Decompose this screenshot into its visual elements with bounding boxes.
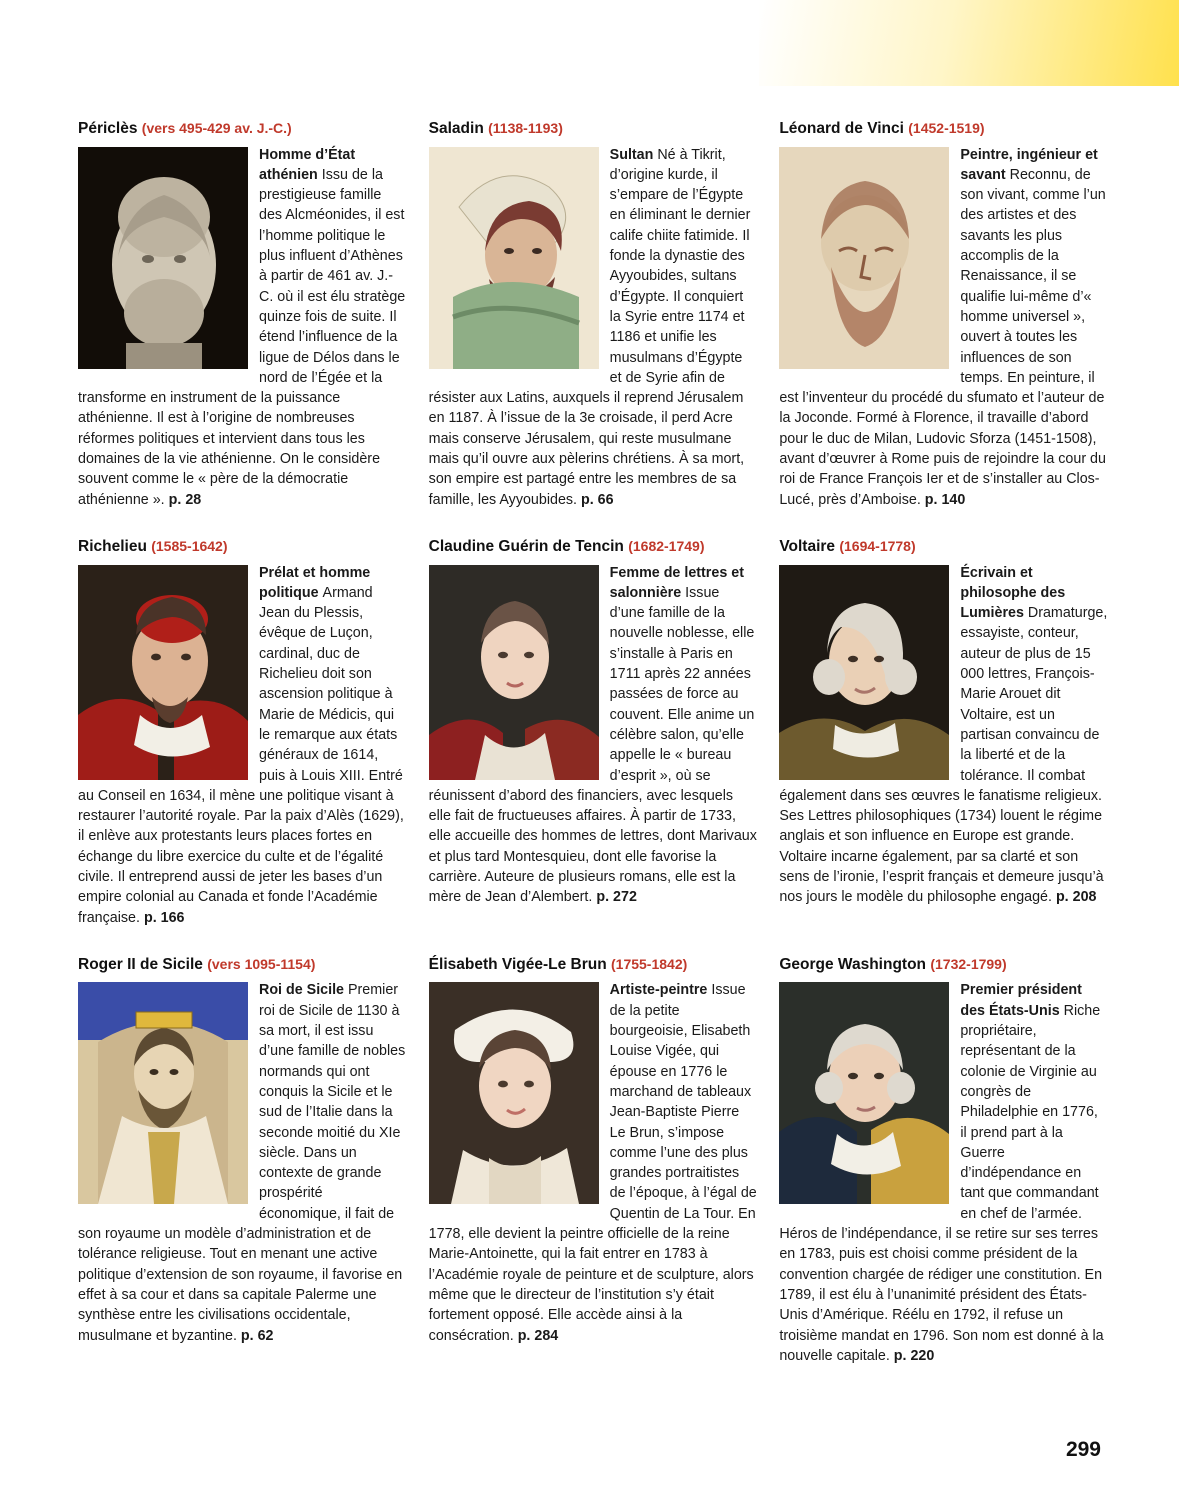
entry-dates: (1138-1193)	[488, 120, 563, 136]
entry-heading	[78, 120, 407, 139]
portrait-of-saladin-image	[429, 147, 599, 369]
entry-text: Issue de la petite bourgeoisie, Elisabeth Louise Vigée, qui épouse en 1776 le marchand de tableaux Jean-Baptiste Pierre Le Brun, s’impose comme l’une des plus grandes portraitistes de l’époque, à l’égal de Quentin de La Tour. En 1778, elle devient la peintre officielle de la reine Marie-Antoinette, qui la fait entrer en 1783 à l’Académie royale de peinture et de sculpture, alors même que le directeur de l’institution s’y était fortement opposé. Elle accède ainsi à la consécration.	[428, 982, 757, 1344]
entry-dates: (1585-1642)	[151, 537, 228, 554]
biography-card-voltaire	[779, 538, 1108, 928]
portrait-of-claudine-guerin-de-tencin-image	[429, 565, 599, 780]
entry-page-reference: p. 208	[1055, 889, 1097, 906]
entry-role: Femme de lettres et salonnière	[609, 564, 744, 601]
self-portrait-vigee-le-brun-image	[429, 982, 599, 1204]
entry-dates: (1682-1749)	[628, 537, 705, 554]
entry-dates: (1732-1799)	[930, 955, 1007, 972]
portrait-of-voltaire-image	[779, 565, 949, 780]
page-number: 299	[1065, 1438, 1101, 1461]
entry-dates: (1694-1778)	[839, 537, 916, 554]
entry-name: Périclès	[78, 120, 138, 137]
entry-name: Voltaire	[779, 537, 836, 555]
portrait-of-george-washington-image	[779, 982, 949, 1204]
entry-heading	[78, 956, 407, 975]
entry-body	[78, 563, 407, 928]
entry-heading	[78, 538, 407, 557]
biography-card-pericles	[78, 120, 407, 510]
entry-name: Léonard de Vinci	[779, 120, 904, 137]
biography-card-claudine-guerin-de-tencin	[429, 538, 758, 928]
entry-name: Élisabeth Vigée-Le Brun	[428, 955, 607, 973]
entry-page-reference: p. 284	[517, 1327, 559, 1344]
entry-page-reference: p. 140	[924, 491, 966, 508]
entry-role: Sultan	[609, 146, 658, 163]
entry-dates: (1452-1519)	[908, 120, 985, 136]
entry-text: Armand Jean du Plessis, évêque de Luçon, cardinal, duc de Richelieu doit son ascension politique à Marie de Médicis, qui le remarque aux états généraux de 1614, puis à Louis XIII. Entré au Conseil en 1634, il mène une politique visant à restaurer l’autorité royale. Par la paix d’Alès (1629), il enlève aux protestants leurs places fortes en échange du libre exercice du culte et de l’égalité civile. Il entreprend aussi de jeter les bases d’un empire colonial au Canada et fonde l’Académie française.	[78, 584, 404, 926]
entry-role: Roi de Sicile	[259, 982, 348, 999]
entry-role: Écrivain et philosophe des Lumières	[960, 564, 1066, 622]
entry-dates: (1755-1842)	[611, 955, 688, 972]
biography-card-leonardo-da-vinci	[779, 120, 1108, 510]
portrait-of-richelieu-image	[78, 565, 248, 780]
entry-role: Prélat et homme politique	[259, 564, 371, 601]
entry-heading	[429, 538, 758, 557]
entry-page-reference: p. 272	[596, 889, 637, 906]
entry-role: Artiste-peintre	[609, 982, 712, 999]
entry-dates: (vers 495-429 av. J.-C.)	[141, 120, 292, 136]
entry-name: Claudine Guérin de Tencin	[428, 537, 624, 555]
entry-body	[429, 980, 758, 1345]
entry-role: Homme d’État athénien	[259, 146, 356, 183]
entry-body	[78, 145, 407, 510]
entry-body	[429, 145, 758, 510]
entry-text: Issue d’une famille de la nouvelle noblesse, elle s’installe à Paris en 1711 après 22 années passées de force au couvent. Elle anime un célèbre salon, qu’elle appelle le « bureau d’esprit », où se réunissent d’abord des financiers, avec lesquels elle fait de fructueuses affaires. À partir de 1733, elle accueille des hommes de lettres, dont Marivaux et plus tard Montesquieu, dont elle favorise la carrière. Auteure de plusieurs romans, elle est la mère de Jean d’Alembert.	[428, 584, 757, 906]
entry-page-reference: p. 66	[581, 491, 614, 508]
entry-page-reference: p. 62	[240, 1327, 274, 1344]
biography-card-elisabeth-vigee-le-brun	[429, 956, 758, 1366]
self-portrait-leonardo-image	[779, 147, 949, 369]
portrait-bust-of-pericles-image	[78, 147, 248, 369]
entry-text: Premier roi de Sicile de 1130 à sa mort, il est issu d’une famille de nobles normands qui ont conquis la Sicile et le sud de l’Italie dans la seconde moitié du XIe siècle. Dans un contexte de grande prospérité économique, il fait de son royaume un modèle d’administration et de tolérance religieuse. Tout en menant une active politique d’extension de son royaume, il favorise en effet à sa cour et dans sa capitale Palerme une synthèse entre les civilisations occidentale, musulmane et byzantine.	[78, 982, 406, 1344]
biography-row	[78, 538, 1108, 928]
biography-card-richelieu	[78, 538, 407, 928]
biography-row	[78, 120, 1108, 510]
entry-role: Premier président des États-Unis	[960, 982, 1082, 1019]
biography-card-saladin	[429, 120, 758, 510]
entry-name: Saladin	[428, 120, 484, 137]
decorative-corner-gradient	[759, 0, 1179, 86]
entry-page-reference: p. 166	[143, 909, 185, 926]
entry-body	[429, 563, 758, 908]
entry-body	[78, 980, 407, 1345]
entry-role: Peintre, ingénieur et savant	[960, 146, 1098, 183]
entry-body	[779, 145, 1108, 510]
entry-text: Issu de la prestigieuse famille des Alcméonides, il est l’homme politique le plus influent d’Athènes à partir de 461 av. J.-C. où il est élu stratège quinze fois de suite. Il étend l’influence de la ligue de Délos dans le nord de l’Égée et la transforme en instrument de la puissance athénienne. Il est à l’origine de nombreuses réformes politiques et intervient dans tous les domaines de la vie athénienne. On le considère souvent comme le « père de la démocratie athénienne ».	[78, 166, 406, 508]
biography-card-roger-ii-de-sicile	[78, 956, 407, 1366]
entry-dates: (vers 1095-1154)	[207, 955, 316, 972]
entry-name: Richelieu	[78, 537, 147, 555]
entry-name: Roger II de Sicile	[78, 955, 203, 973]
entry-body	[779, 980, 1108, 1366]
entry-page-reference: p. 28	[168, 491, 202, 508]
entry-text: Né à Tikrit, d’origine kurde, il s’empare de l’Égypte en éliminant le dernier calife chiite fatimide. Il fonde la dynastie des Ayyoubides, sultans d’Égypte. Il conquiert la Syrie entre 1174 et 1186 et unifie les musulmans d’Égypte et de Syrie afin de résister aux Latins, auxquels il reprend Jérusalem en 1187. À l’issue de la 3e croisade, il perd Acre mais conserve Jérusalem, qui reste musulmane mais qu’il ouvre aux pèlerins chrétiens. À sa mort, son empire est partagé entre les membres de sa famille, les Ayyoubides.	[428, 146, 751, 508]
biography-card-george-washington	[779, 956, 1108, 1366]
mosaic-of-roger-ii-image	[78, 982, 248, 1204]
entry-text: Reconnu, de son vivant, comme l’un des artistes et des savants les plus accomplis de la Renaissance, il se qualifie lui-même d’« homme universel », ouvert à toutes les influences de son temps. En peinture, il est l’inventeur du procédé du sfumato et l’auteur de la Joconde. Formé à Florence, il travaille d’abord pour le duc de Milan, Ludovic Sforza (1451-1508), avant d’œuvrer à Rome puis de rejoindre la cour du roi de France François Ier et de s’installer au Clos-Lucé, près d’Amboise.	[779, 166, 1106, 508]
biography-grid	[78, 120, 1108, 1394]
entry-heading	[429, 120, 758, 139]
entry-body	[779, 563, 1108, 908]
entry-heading	[429, 956, 758, 975]
entry-page-reference: p. 220	[893, 1347, 935, 1364]
entry-heading	[779, 538, 1108, 557]
entry-text: Dramaturge, essayiste, conteur, auteur de plus de 15 000 lettres, François-Marie Arouet dit Voltaire, est un partisan convaincu de la liberté et de la tolérance. Il combat également dans ses œuvres le fanatisme religieux. Ses Lettres philosophiques (1734) louent le régime anglais et son influence en Europe est grande. Voltaire incarne également, par sa clarté et son sens de l’ironie, l’esprit français et demeure jusqu’à nos jours le modèle du philosophe engagé.	[779, 605, 1108, 906]
biography-row	[78, 956, 1108, 1366]
entry-name: George Washington	[779, 955, 927, 973]
entry-heading	[779, 956, 1108, 975]
entry-text: Riche propriétaire, représentant de la colonie de Virginie au congrès de Philadelphie en 1776, il prend part à la Guerre d’indépendance en tant que commandant en chef de l’armée. Héros de l’indépendance, il se retire sur ses terres en 1783, puis est choisi comme président de la convention chargée de rédiger une constitution. En 1789, il est élu à l’unanimité président des États-Unis d’Amérique. Réélu en 1792, il refuse un troisième mandat en 1796. Son nom est donné à la nouvelle capitale.	[779, 1002, 1104, 1364]
entry-heading	[779, 120, 1108, 139]
